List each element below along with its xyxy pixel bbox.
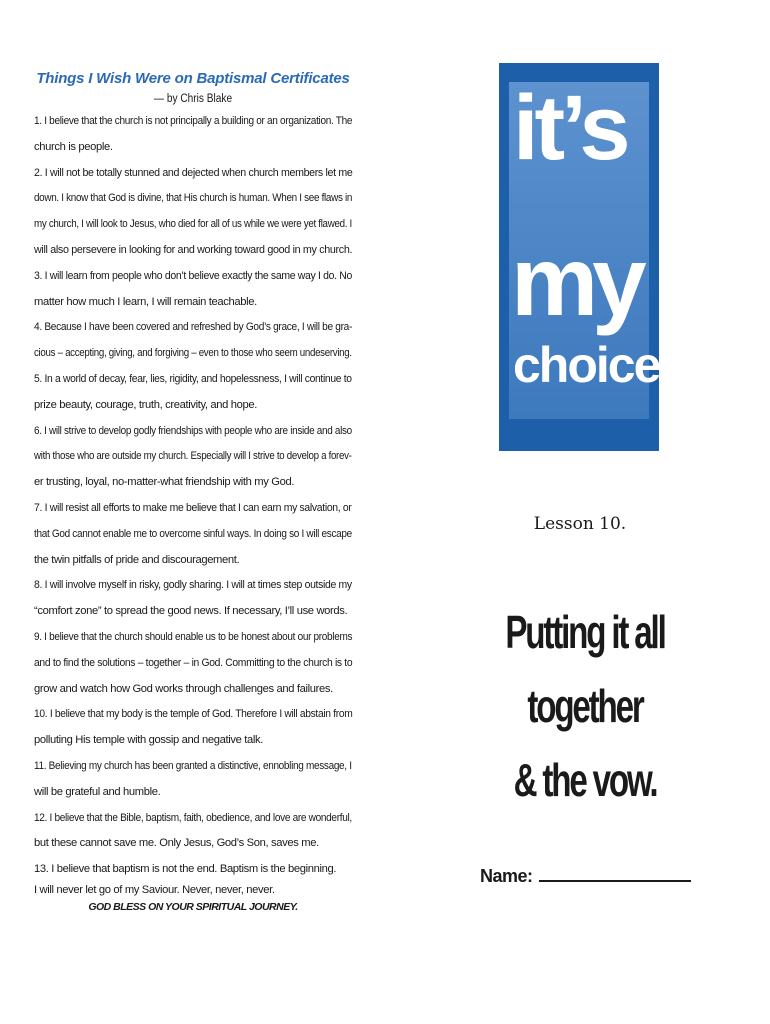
lesson-title-line-2: & the vow. — [513, 754, 657, 806]
certificate-line: 10. I believe that my body is the temple of God. Therefore I will abstain from — [34, 708, 353, 721]
logo-word-my: my — [511, 226, 641, 336]
certificate-line: polluting His temple with gossip and negative talk. — [34, 734, 264, 747]
blessing-line: GOD BLESS ON YOUR SPIRITUAL JOURNEY. — [88, 900, 298, 913]
certificate-line: 2. I will not be totally stunned and dejected when church members let me — [34, 166, 353, 179]
certificate-line: down. I know that God is divine, that His church is human. When I see flaws in — [34, 192, 353, 205]
certificate-line: and to find the solutions – together – in God. Committing to the church is to — [34, 656, 353, 669]
certificate-line: that God cannot enable me to overcome sinful ways. In doing so I will escape — [34, 527, 352, 540]
certificate-line: prize beauty, courage, truth, creativity, and hope. — [34, 398, 258, 411]
certificate-line: 3. I will learn from people who don’t believe exactly the same way I do. No — [34, 269, 353, 282]
name-label: Name: — [480, 866, 533, 886]
certificate-line: 8. I will involve myself in risky, godly sharing. I will at times step outside my — [34, 579, 352, 592]
certificate-line: church is people. — [34, 140, 113, 153]
certificate-line: the twin pitfalls of pride and discouragement. — [34, 553, 240, 566]
name-blank-line[interactable] — [539, 880, 691, 882]
certificate-line: er trusting, loyal, no-matter-what friendship with my God. — [34, 476, 295, 489]
logo-panel — [509, 77, 660, 419]
certificate-line: 13. I believe that baptism is not the end. Baptism is the beginning. — [34, 863, 337, 876]
certificate-title: Things I Wish Were on Baptismal Certificates — [36, 70, 350, 87]
logo-word-its: it’s — [513, 77, 627, 179]
certificate-line: 6. I will strive to develop godly friendships with people who are inside and also — [34, 424, 352, 437]
certificate-line: 12. I believe that the Bible, baptism, faith, obedience, and love are wonderful, — [34, 811, 352, 824]
name-field[interactable] — [480, 866, 691, 887]
certificate-column — [34, 70, 352, 913]
certificate-line: 1. I believe that the church is not principally a building or an organization. The — [34, 115, 353, 127]
certificate-line: “comfort zone” to spread the good news. If necessary, I’ll use words. — [34, 605, 348, 618]
logo-word-choice: choice — [513, 337, 660, 393]
certificate-line: 4. Because I have been covered and refreshed by God’s grace, I will be gra- — [34, 321, 353, 334]
certificate-line: matter how much I learn, I will remain teachable. — [34, 295, 257, 308]
certificate-line: grow and watch how God works through challenges and failures. — [34, 682, 333, 695]
certificate-line: my church, I will look to Jesus, who died for all of us while we were yet flawed. I — [34, 218, 352, 231]
certificate-list — [34, 109, 352, 883]
certificate-line: but these cannot save me. Only Jesus, God’s Son, saves me. — [34, 837, 319, 850]
lesson-title — [481, 595, 690, 817]
certificate-line: with those who are outside my church. Especially will I strive to develop a forev- — [34, 450, 352, 463]
lesson-title-line-1: Putting it all together — [505, 606, 665, 732]
certificate-line: 9. I believe that the church should enable us to be honest about our problems — [34, 630, 353, 643]
certificate-line: will be grateful and humble. — [34, 785, 161, 798]
closing-line: I will never let go of my Saviour. Never, never, never. — [34, 883, 275, 896]
certificate-line: will also persevere in looking for and working toward good in my church. — [34, 243, 353, 256]
certificate-line: cious – accepting, giving, and forgiving – even to those who seem undeserving. — [34, 347, 352, 360]
its-my-choice-logo — [499, 63, 659, 451]
author-byline: — by Chris Blake — [153, 93, 233, 105]
certificate-line: 11. Believing my church has been granted a distinctive, ennobling message, I — [34, 759, 352, 772]
lesson-number: Lesson 10. — [533, 514, 627, 534]
certificate-line: 5. In a world of decay, fear, lies, rigidity, and hopelessness, I will continue to — [34, 372, 352, 385]
certificate-line: 7. I will resist all efforts to make me believe that I can earn my salvation, or — [34, 501, 352, 514]
